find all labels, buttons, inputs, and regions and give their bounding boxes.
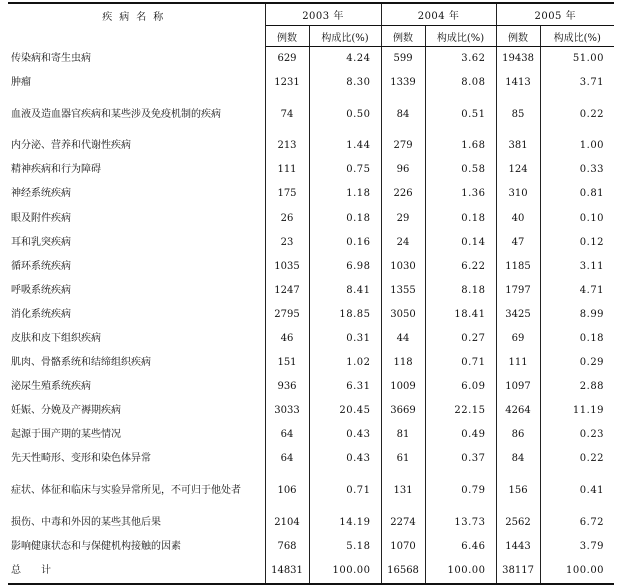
table-row [8, 375, 614, 399]
year-2004-header: 2004 年 [381, 3, 496, 26]
count-2005-cell: 40 [496, 206, 540, 230]
disease-name-cell: 肿瘤 [8, 71, 265, 95]
count-2004-cell: 1030 [381, 255, 425, 279]
count-2003-cell: 111 [265, 158, 309, 182]
ratio-2005-cell: 0.33 [540, 158, 614, 182]
disease-name-cell: 耳和乳突疾病 [8, 231, 265, 255]
count-2003-cell: 46 [265, 327, 309, 351]
ratio-2003-cell: 5.18 [309, 535, 381, 559]
ratio-2003-cell: 4.24 [309, 47, 381, 72]
count-2004-cell: 3050 [381, 303, 425, 327]
ratio-2004-cell: 0.14 [425, 231, 496, 255]
ratio-2004-cell: 18.41 [425, 303, 496, 327]
ratio-2003-cell: 0.43 [309, 423, 381, 447]
disease-statistics-table [8, 2, 614, 585]
count-2003-cell: 768 [265, 535, 309, 559]
count-header: 例数 [265, 26, 309, 47]
table-row [8, 182, 614, 206]
disease-name-cell: 精神疾病和行为障碍 [8, 158, 265, 182]
ratio-2005-cell: 0.41 [540, 472, 614, 511]
table-row [8, 351, 614, 375]
count-2005-cell: 3425 [496, 303, 540, 327]
ratio-2004-cell: 0.49 [425, 423, 496, 447]
table-row [8, 255, 614, 279]
disease-name-cell: 循环系统疾病 [8, 255, 265, 279]
count-2004-cell: 29 [381, 206, 425, 230]
count-2003-cell: 1247 [265, 279, 309, 303]
disease-name-cell: 呼吸系统疾病 [8, 279, 265, 303]
count-2004-cell: 2274 [381, 511, 425, 535]
count-2005-cell: 381 [496, 134, 540, 158]
ratio-2005-cell: 3.79 [540, 535, 614, 559]
ratio-2004-cell: 0.58 [425, 158, 496, 182]
ratio-2004-cell: 0.71 [425, 351, 496, 375]
ratio-2003-cell: 1.18 [309, 182, 381, 206]
disease-name-cell: 影响健康状态和与保健机构接触的因素 [8, 535, 265, 559]
ratio-2005-cell: 0.22 [540, 447, 614, 471]
count-2003-cell: 14831 [265, 559, 309, 584]
count-2003-cell: 936 [265, 375, 309, 399]
ratio-2005-cell: 0.10 [540, 206, 614, 230]
table-row [8, 134, 614, 158]
count-2003-cell: 213 [265, 134, 309, 158]
count-2005-cell: 124 [496, 158, 540, 182]
ratio-2005-cell: 0.29 [540, 351, 614, 375]
table-row [8, 95, 614, 134]
ratio-2003-cell: 1.44 [309, 134, 381, 158]
ratio-2005-cell: 3.11 [540, 255, 614, 279]
table-row [8, 559, 614, 584]
ratio-2003-cell: 6.31 [309, 375, 381, 399]
ratio-2004-cell: 6.46 [425, 535, 496, 559]
table-row [8, 511, 614, 535]
ratio-2003-cell: 1.02 [309, 351, 381, 375]
ratio-2005-cell: 4.71 [540, 279, 614, 303]
count-2004-cell: 96 [381, 158, 425, 182]
count-2004-cell: 1070 [381, 535, 425, 559]
count-2005-cell: 84 [496, 447, 540, 471]
ratio-2004-cell: 0.79 [425, 472, 496, 511]
ratio-2005-cell: 0.81 [540, 182, 614, 206]
table-row [8, 423, 614, 447]
ratio-2005-cell: 1.00 [540, 134, 614, 158]
ratio-2005-cell: 2.88 [540, 375, 614, 399]
ratio-2004-cell: 0.37 [425, 447, 496, 471]
table-row [8, 535, 614, 559]
count-2005-cell: 47 [496, 231, 540, 255]
ratio-2003-cell: 0.71 [309, 472, 381, 511]
count-2004-cell: 279 [381, 134, 425, 158]
table-row [8, 206, 614, 230]
table-row [8, 231, 614, 255]
ratio-2004-cell: 22.15 [425, 399, 496, 423]
ratio-2005-cell: 0.12 [540, 231, 614, 255]
count-2004-cell: 226 [381, 182, 425, 206]
count-header: 例数 [496, 26, 540, 47]
count-2005-cell: 111 [496, 351, 540, 375]
ratio-2003-cell: 18.85 [309, 303, 381, 327]
ratio-2005-cell: 11.19 [540, 399, 614, 423]
count-2005-cell: 2562 [496, 511, 540, 535]
year-2005-header: 2005 年 [496, 3, 614, 26]
ratio-2005-cell: 0.23 [540, 423, 614, 447]
ratio-2004-cell: 1.36 [425, 182, 496, 206]
count-2004-cell: 16568 [381, 559, 425, 584]
count-2003-cell: 26 [265, 206, 309, 230]
ratio-2003-cell: 0.43 [309, 447, 381, 471]
ratio-2004-cell: 6.09 [425, 375, 496, 399]
table-row [8, 399, 614, 423]
count-2003-cell: 151 [265, 351, 309, 375]
table-row [8, 47, 614, 72]
count-2003-cell: 106 [265, 472, 309, 511]
disease-name-cell: 泌尿生殖系统疾病 [8, 375, 265, 399]
count-2004-cell: 1355 [381, 279, 425, 303]
count-2003-cell: 64 [265, 447, 309, 471]
count-2004-cell: 1339 [381, 71, 425, 95]
disease-name-cell: 消化系统疾病 [8, 303, 265, 327]
ratio-2005-cell: 51.00 [540, 47, 614, 72]
disease-name-cell: 起源于围产期的某些情况 [8, 423, 265, 447]
disease-name-cell: 先天性畸形、变形和染色体异常 [8, 447, 265, 471]
disease-name-cell: 传染病和寄生虫病 [8, 47, 265, 72]
count-header: 例数 [381, 26, 425, 47]
count-2005-cell: 38117 [496, 559, 540, 584]
table-row [8, 447, 614, 471]
disease-name-cell: 症状、体征和临床与实验异常所见，不可归于他处者 [8, 472, 265, 511]
table-row [8, 158, 614, 182]
table-row [8, 279, 614, 303]
count-2004-cell: 1009 [381, 375, 425, 399]
count-2005-cell: 4264 [496, 399, 540, 423]
count-2005-cell: 1185 [496, 255, 540, 279]
count-2005-cell: 1413 [496, 71, 540, 95]
ratio-2005-cell: 6.72 [540, 511, 614, 535]
ratio-2005-cell: 0.18 [540, 327, 614, 351]
ratio-2003-cell: 0.16 [309, 231, 381, 255]
count-2004-cell: 61 [381, 447, 425, 471]
ratio-2003-cell: 0.31 [309, 327, 381, 351]
ratio-2003-cell: 8.41 [309, 279, 381, 303]
count-2005-cell: 1443 [496, 535, 540, 559]
ratio-2004-cell: 13.73 [425, 511, 496, 535]
table-row [8, 327, 614, 351]
ratio-2004-cell: 3.62 [425, 47, 496, 72]
table-row [8, 71, 614, 95]
count-2003-cell: 2795 [265, 303, 309, 327]
count-2003-cell: 64 [265, 423, 309, 447]
count-2003-cell: 1231 [265, 71, 309, 95]
ratio-2004-cell: 8.18 [425, 279, 496, 303]
ratio-2003-cell: 100.00 [309, 559, 381, 584]
ratio-2003-cell: 8.30 [309, 71, 381, 95]
table-row [8, 472, 614, 511]
year-2003-header: 2003 年 [265, 3, 381, 26]
ratio-2005-cell: 0.22 [540, 95, 614, 134]
ratio-2005-cell: 8.99 [540, 303, 614, 327]
count-2005-cell: 1097 [496, 375, 540, 399]
ratio-2003-cell: 0.75 [309, 158, 381, 182]
disease-name-cell: 损伤、中毒和外因的某些其他后果 [8, 511, 265, 535]
disease-name-cell: 总 计 [8, 559, 265, 584]
ratio-2003-cell: 20.45 [309, 399, 381, 423]
ratio-2005-cell: 3.71 [540, 71, 614, 95]
table-row [8, 303, 614, 327]
count-2005-cell: 156 [496, 472, 540, 511]
count-2005-cell: 1797 [496, 279, 540, 303]
count-2005-cell: 310 [496, 182, 540, 206]
count-2003-cell: 2104 [265, 511, 309, 535]
ratio-2003-cell: 0.50 [309, 95, 381, 134]
count-2004-cell: 84 [381, 95, 425, 134]
count-2003-cell: 175 [265, 182, 309, 206]
count-2004-cell: 118 [381, 351, 425, 375]
count-2004-cell: 44 [381, 327, 425, 351]
count-2004-cell: 599 [381, 47, 425, 72]
count-2003-cell: 1035 [265, 255, 309, 279]
count-2003-cell: 629 [265, 47, 309, 72]
disease-name-cell: 皮肤和皮下组织疾病 [8, 327, 265, 351]
count-2005-cell: 86 [496, 423, 540, 447]
disease-name-cell: 血液及造血器官疾病和某些涉及免疫机制的疾病 [8, 95, 265, 134]
count-2004-cell: 24 [381, 231, 425, 255]
disease-name-cell: 妊娠、分娩及产褥期疾病 [8, 399, 265, 423]
disease-name-cell: 神经系统疾病 [8, 182, 265, 206]
ratio-header: 构成比(%) [309, 26, 381, 47]
count-2003-cell: 3033 [265, 399, 309, 423]
ratio-2005-cell: 100.00 [540, 559, 614, 584]
count-2005-cell: 85 [496, 95, 540, 134]
ratio-2004-cell: 8.08 [425, 71, 496, 95]
ratio-header: 构成比(%) [540, 26, 614, 47]
ratio-header: 构成比(%) [425, 26, 496, 47]
count-2004-cell: 81 [381, 423, 425, 447]
disease-name-cell: 肌肉、骨骼系统和结缔组织疾病 [8, 351, 265, 375]
ratio-2004-cell: 6.22 [425, 255, 496, 279]
disease-name-cell: 内分泌、营养和代谢性疾病 [8, 134, 265, 158]
ratio-2004-cell: 0.51 [425, 95, 496, 134]
ratio-2003-cell: 0.18 [309, 206, 381, 230]
ratio-2004-cell: 100.00 [425, 559, 496, 584]
ratio-2003-cell: 14.19 [309, 511, 381, 535]
count-2003-cell: 23 [265, 231, 309, 255]
ratio-2004-cell: 0.18 [425, 206, 496, 230]
count-2004-cell: 3669 [381, 399, 425, 423]
ratio-2004-cell: 1.68 [425, 134, 496, 158]
count-2003-cell: 74 [265, 95, 309, 134]
count-2004-cell: 131 [381, 472, 425, 511]
count-2005-cell: 19438 [496, 47, 540, 72]
ratio-2003-cell: 6.98 [309, 255, 381, 279]
ratio-2004-cell: 0.27 [425, 327, 496, 351]
disease-name-header: 疾病名称 [8, 3, 265, 47]
disease-name-cell: 眼及附件疾病 [8, 206, 265, 230]
count-2005-cell: 69 [496, 327, 540, 351]
